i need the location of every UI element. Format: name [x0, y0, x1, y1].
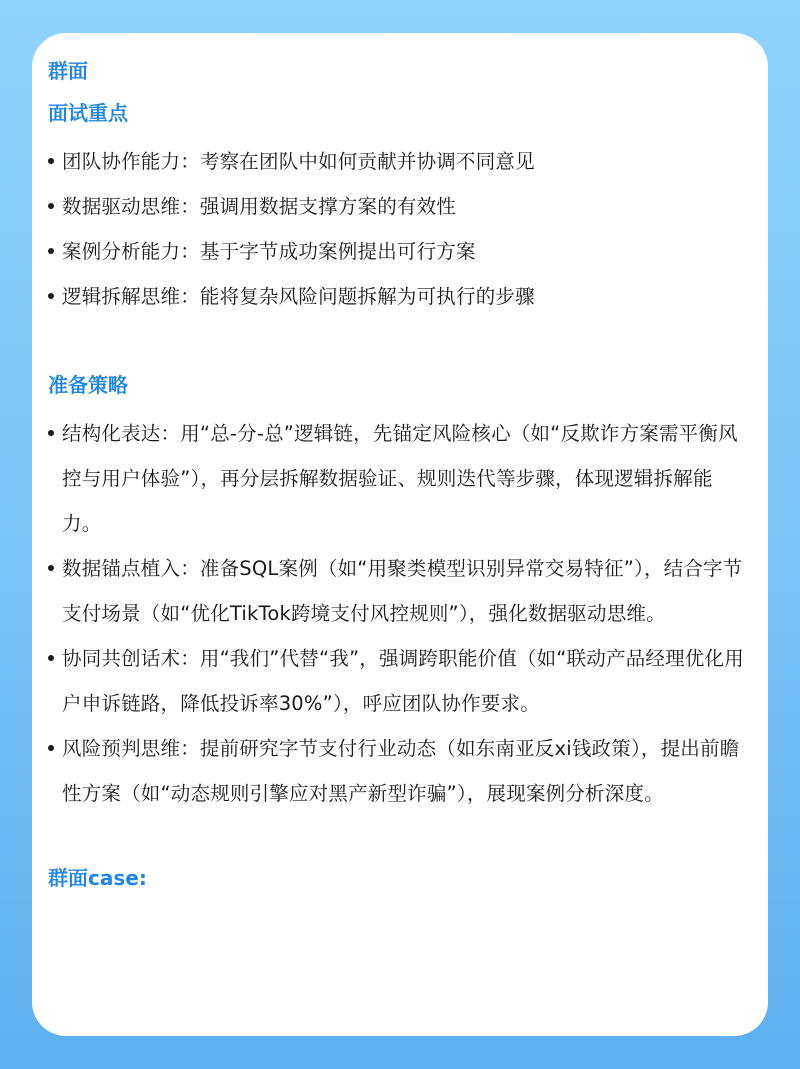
list-item: 逻辑拆解思维：能将复杂风险问题拆解为可执行的步骤 — [48, 274, 752, 319]
group-case-heading: 群面case: — [48, 866, 147, 890]
list-item: 团队协作能力：考察在团队中如何贡献并协调不同意见 — [48, 139, 752, 184]
content-card — [32, 33, 768, 1036]
list-item: 案例分析能力：基于字节成功案例提出可行方案 — [48, 229, 752, 274]
interview-focus-list — [48, 139, 752, 319]
section-heading-preparation: 准备策略 — [48, 373, 128, 397]
list-item: 结构化表达：用“总-分-总”逻辑链，先锚定风险核心（如“反欺诈方案需平衡风控与用户体验”），再分层拆解数据验证、规则迭代等步骤，体现逻辑拆解能力。 — [48, 411, 752, 546]
preparation-list — [48, 411, 752, 816]
list-item: 风险预判思维：提前研究字节支付行业动态（如东南亚反xi钱政策），提出前瞻性方案（如“动态规则引擎应对黑产新型诈骗”），展现案例分析深度。 — [48, 726, 752, 816]
spacer — [48, 319, 752, 369]
list-item: 协同共创话术：用“我们”代替“我”，强调跨职能价值（如“联动产品经理优化用户申诉链路，降低投诉率30%”），呼应团队协作要求。 — [48, 636, 752, 726]
list-item: 数据锚点植入：准备SQL案例（如“用聚类模型识别异常交易特征”），结合字节支付场景（如“优化TikTok跨境支付风控规则”），强化数据驱动思维。 — [48, 546, 752, 636]
spacer — [48, 816, 752, 862]
section-heading-interview-focus: 面试重点 — [48, 101, 128, 125]
list-item: 数据驱动思维：强调用数据支撑方案的有效性 — [48, 184, 752, 229]
page-title: 群面 — [48, 59, 88, 83]
